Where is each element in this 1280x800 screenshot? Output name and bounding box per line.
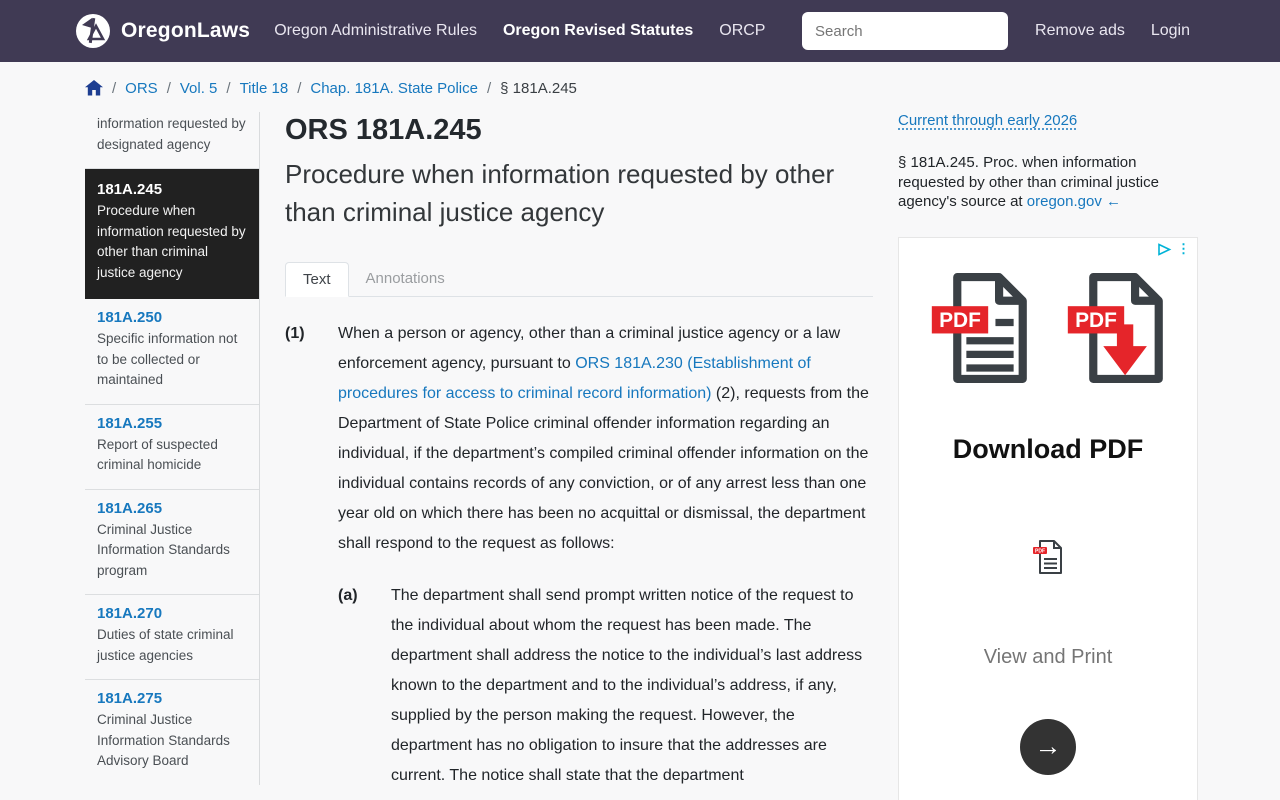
statute-item-number: 181A.275	[97, 690, 163, 707]
ad-next-button[interactable]	[1020, 719, 1076, 775]
statute-item-number: 181A.255	[97, 414, 163, 432]
statute-item-title: Duties of state criminal justice agencies	[97, 627, 234, 663]
list-item-181a265[interactable]	[85, 490, 259, 596]
home-icon[interactable]	[85, 80, 103, 96]
paragraph-text	[391, 581, 873, 791]
pdf-download-icon	[1066, 270, 1166, 386]
svg-text:PDF: PDF	[939, 308, 981, 332]
statute-title-heading: Procedure when information requested by other than criminal justice agency	[285, 159, 835, 227]
list-item-181a275[interactable]	[85, 680, 259, 785]
right-arrow-icon: →	[1034, 731, 1062, 761]
remove-ads-link[interactable]: Remove ads	[1035, 22, 1125, 39]
ad-menu-icon[interactable]: ⋮	[1177, 241, 1190, 256]
statute-item-number: 181A.250	[97, 309, 163, 326]
breadcrumb	[0, 62, 1280, 100]
current-through-link[interactable]: Current through early 2026	[898, 112, 1078, 129]
view-and-print-label[interactable]: View and Print	[983, 645, 1113, 668]
brand-name: OregonLaws	[121, 19, 251, 42]
adchoices-icon[interactable]	[1157, 243, 1172, 256]
citation-prefix: § 181A.245. Proc. when information requested by other than criminal justice agency's source at	[898, 154, 1159, 210]
back-arrow[interactable]: ←	[1106, 193, 1122, 210]
statute-item-number: 181A.245	[97, 181, 163, 198]
download-pdf-label[interactable]: Download PDF	[952, 433, 1144, 464]
statute-item-title: Criminal Justice Information Standards program	[97, 521, 230, 578]
pdf-icons	[899, 238, 1197, 386]
svg-text:PDF: PDF	[1075, 308, 1117, 332]
tab-bar	[285, 262, 873, 297]
ors-181a230-link[interactable]: ORS 181A.230 (Establishment of procedures for access to criminal record information)	[338, 355, 811, 402]
statute-item-title: Report of suspected criminal homicide	[97, 436, 218, 472]
list-item-181a250[interactable]	[85, 299, 259, 405]
statute-item-number: 181A.265	[97, 499, 163, 517]
nav-oregon-administrative-rules[interactable]: Oregon Administrative Rules	[274, 22, 477, 39]
top-navbar	[0, 0, 1280, 62]
list-item-181a245-active[interactable]	[85, 169, 259, 299]
brand[interactable]	[75, 13, 250, 49]
pdf-ad-card[interactable]	[898, 237, 1198, 800]
oregon-gov-link[interactable]: oregon.gov	[1026, 193, 1102, 210]
pdf-small-icon	[899, 539, 1197, 580]
list-item-partial[interactable]	[85, 112, 259, 169]
content-row	[0, 112, 1280, 800]
breadcrumb-separator: /	[297, 79, 302, 97]
paragraph-label: (1)	[285, 325, 305, 342]
tab-text[interactable]: Text	[285, 262, 349, 297]
statute-item-title: information requested by designated agency	[97, 116, 246, 152]
breadcrumb-chapter-181a[interactable]: Chap. 181A. State Police	[310, 79, 478, 97]
paragraph-text-segment: (2), requests from the Department of State Police criminal offender information regarding an individual, if the department’s compiled criminal offender information on the individual contains records of any conviction, or of any arrest less than one year old on which there has been no acquittal or dismissal, the department shall respond to the request as follows:	[338, 385, 869, 552]
login-link[interactable]: Login	[1150, 22, 1190, 39]
breadcrumb-separator: /	[486, 79, 492, 97]
citation-text	[898, 153, 1174, 212]
breadcrumb-separator: /	[112, 79, 117, 97]
pdf-document-icon	[930, 270, 1030, 386]
statute-paragraph-a	[338, 581, 873, 791]
statute-paragraph-1	[285, 319, 873, 559]
breadcrumb-vol-5[interactable]: Vol. 5	[179, 79, 218, 97]
statute-sidebar	[85, 112, 260, 785]
paragraph-text-segment: When a person or agency, other than a criminal justice agency or a law enforcement agency, pursuant to	[338, 325, 841, 372]
statute-content	[285, 112, 873, 791]
paragraph-label: (a)	[338, 587, 358, 604]
paragraph-text	[338, 319, 873, 559]
primary-nav	[274, 22, 765, 40]
paragraph-text-segment: The department shall send prompt written notice of the request to the individual about whom the request has been made. The department shall address the notice to the individual’s last address known to the department and to the individual’s address, if any, supplied by the person making the request. However, the department has no obligation to insure that the addresses are current. The notice shall state that the department	[391, 587, 863, 784]
nav-oregon-revised-statutes[interactable]: Oregon Revised Statutes	[502, 22, 694, 39]
breadcrumb-separator: /	[166, 79, 171, 97]
svg-text:PDF: PDF	[1035, 548, 1045, 554]
list-item-181a270[interactable]	[85, 595, 259, 680]
statute-item-title: Specific information not to be collected or maintained	[97, 331, 238, 387]
ad-controls	[1157, 243, 1190, 256]
breadcrumb-title-18[interactable]: Title 18	[239, 79, 289, 97]
nav-right	[1035, 22, 1190, 40]
right-sidebar	[898, 112, 1198, 800]
page-title: ORS 181A.245	[285, 114, 482, 146]
nav-orcp[interactable]: ORCP	[719, 22, 766, 39]
tab-annotations[interactable]: Annotations	[365, 270, 445, 287]
breadcrumb-ors[interactable]: ORS	[125, 79, 158, 97]
statute-item-title: Criminal Justice Information Standards Advisory Board	[97, 712, 230, 768]
breadcrumb-separator: /	[226, 79, 231, 97]
oregonlaws-logo-icon	[75, 13, 111, 49]
statute-item-number: 181A.270	[97, 605, 163, 622]
breadcrumb-current: § 181A.245	[500, 79, 577, 97]
statute-item-title: Procedure when information requested by other than criminal justice agency	[97, 203, 246, 280]
search-input[interactable]	[802, 12, 1008, 50]
list-item-181a255[interactable]	[85, 405, 259, 490]
